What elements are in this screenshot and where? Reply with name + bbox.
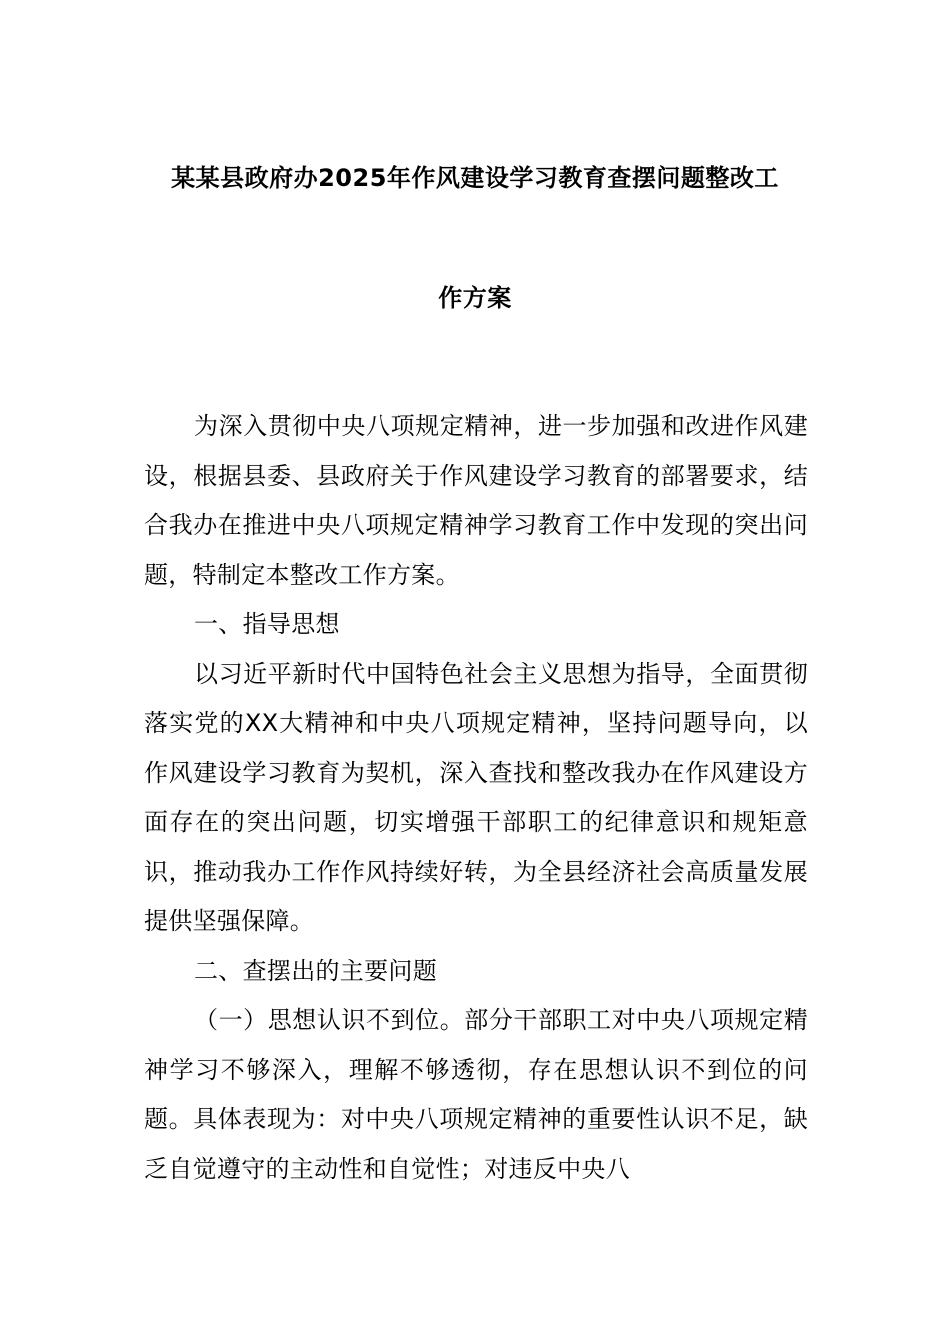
- guiding-ideology-paragraph: 以习近平新时代中国特色社会主义思想为指导，全面贯彻落实党的XX大精神和中央八项规定精神，坚持问题导向，以作风建设学习教育为契机，深入查找和整改我办在作风建设方面存在的突出问题，切实增强干部职工的纪律意识和规矩意识，推动我办工作作风持续好转，为全县经济社会高质量发展提供坚强保障。: [144, 659, 808, 935]
- document-title-line-1: 某某县政府办2025年作风建设学习教育查摆问题整改工: [171, 164, 779, 192]
- section-heading-guiding-ideology: 一、指导思想: [194, 610, 340, 638]
- document-title-line-2: 作方案: [438, 284, 512, 312]
- problem-1-paragraph: （一）思想认识不到位。部分干部职工对中央八项规定精神学习不够深入，理解不够透彻，存在思想认识不到位的问题。具体表现为：对中央八项规定精神的重要性认识不足，缺乏自觉遵守的主动性和自觉性；对违反中央八: [144, 1006, 808, 1183]
- section-heading-main-problems: 二、查摆出的主要问题: [194, 956, 437, 985]
- intro-paragraph: 为深入贯彻中央八项规定精神，进一步加强和改进作风建设，根据县委、县政府关于作风建设学习教育的部署要求，结合我办在推进中央八项规定精神学习教育工作中发现的突出问题，特制定本整改工作方案。: [144, 412, 808, 589]
- document-body: [144, 402, 808, 1194]
